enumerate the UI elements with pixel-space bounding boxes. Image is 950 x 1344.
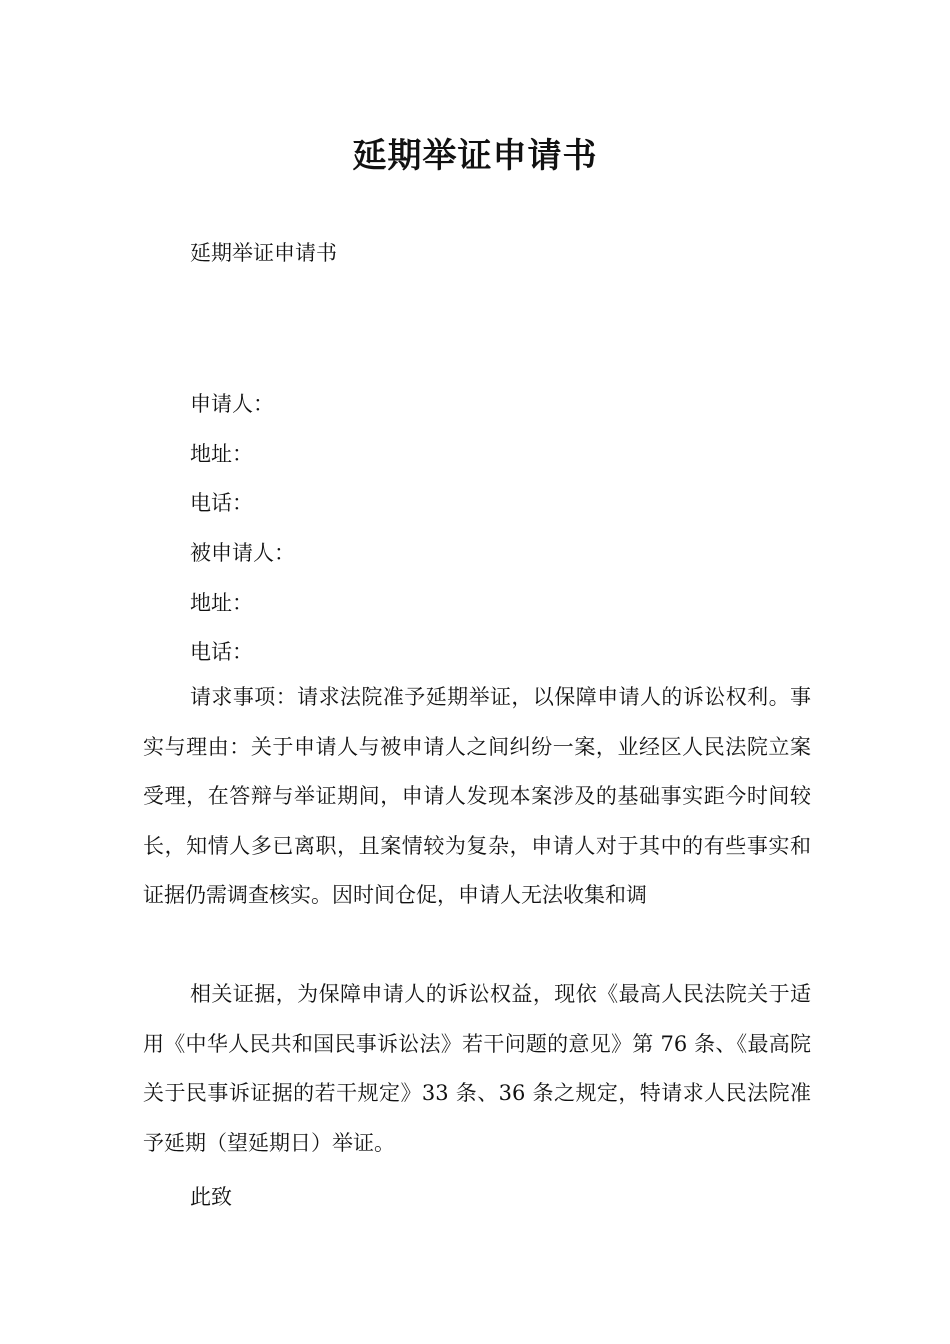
applicant-address-label: 地址： (190, 442, 253, 466)
evidence-paragraph: 相关证据，为保障申请人的诉讼权益，现依《最高人民法院关于适用《中华人民共和国民事诉讼法》若干问题的意见》第 76 条、《最高院关于民事诉证据的若干规定》33 条、36 条之规定，特请求人民法院准予延期（望延期日）举证。 (143, 982, 811, 1155)
document-title: 延期举证申请书 (352, 136, 598, 176)
document-subtitle: 延期举证申请书 (190, 241, 337, 265)
respondent-address-label: 地址： (190, 591, 253, 615)
respondent-phone-label: 电话： (190, 640, 253, 664)
closing-text: 此致 (190, 1185, 232, 1209)
respondent-label: 被申请人： (190, 541, 295, 565)
applicant-phone-label: 电话： (190, 491, 253, 515)
request-paragraph: 请求事项：请求法院准予延期举证，以保障申请人的诉讼权利。事实与理由：关于申请人与被申请人之间纠纷一案，业经区人民法院立案受理，在答辩与举证期间，申请人发现本案涉及的基础事实距今时间较长，知情人多已离职，且案情较为复杂，申请人对于其中的有些事实和证据仍需调查核实。因时间仓促，申请人无法收集和调 (143, 685, 811, 908)
applicant-label: 申请人： (190, 392, 274, 416)
